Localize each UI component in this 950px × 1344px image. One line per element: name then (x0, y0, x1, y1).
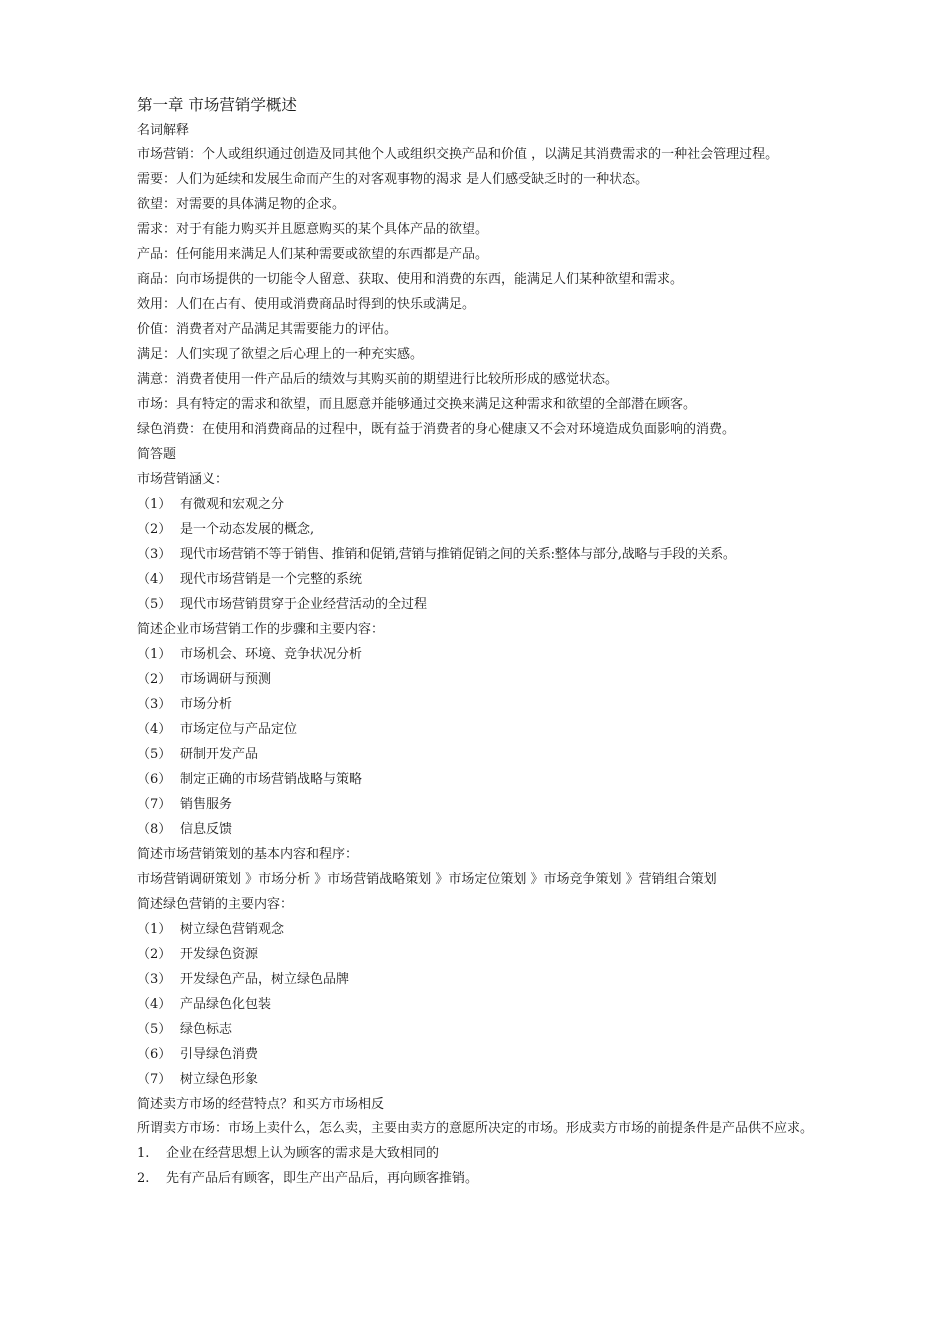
item-number: （2） (137, 947, 172, 962)
item-text: 企业在经营思想上认为顾客的需求是大致相同的 (166, 1146, 440, 1161)
list-item (137, 667, 827, 692)
list-item (137, 1067, 827, 1092)
list-item (137, 717, 827, 742)
list-item (137, 542, 827, 567)
term-value: 价值：消费者对产品满足其需要能力的评估。 (137, 322, 398, 337)
item-number: （2） (137, 522, 172, 537)
list-item (137, 692, 827, 717)
list-item (137, 517, 827, 542)
item-text: 制定正确的市场营销战略与策略 (180, 772, 363, 787)
item-text: 市场机会、环境、竞争状况分析 (180, 647, 363, 662)
item-number: （5） (137, 597, 172, 612)
item-text: 销售服务 (180, 797, 233, 812)
list-item (137, 1017, 827, 1042)
list-item (137, 1042, 827, 1067)
planning-flow: 市场营销调研策划 》市场分析 》市场营销战略策划 》市场定位策划 》市场竞争策划 》营销组合策划 (137, 872, 717, 887)
item-number: （2） (137, 672, 172, 687)
item-number: （4） (137, 722, 172, 737)
question-heading: 简述市场营销策划的基本内容和程序： (137, 847, 359, 862)
item-number: （3） (137, 697, 172, 712)
item-number: （4） (137, 997, 172, 1012)
term-want: 欲望：对需要的具体满足物的企求。 (137, 197, 346, 212)
item-number: （1） (137, 647, 172, 662)
item-number: （6） (137, 1047, 172, 1062)
sellers-market-definition: 所谓卖方市场：市场上卖什么，怎么卖，主要由卖方的意愿所决定的市场。形成卖方市场的前提条件是产品供不应求。 (137, 1121, 814, 1136)
item-text: 市场分析 (180, 697, 233, 712)
term-green-consumption: 绿色消费：在使用和消费商品的过程中，既有益于消费者的身心健康又不会对环境造成负面影响的消费。 (137, 422, 736, 437)
list-item (137, 592, 827, 617)
item-text: 产品绿色化包装 (180, 997, 272, 1012)
item-number: （4） (137, 572, 172, 587)
list-item (137, 742, 827, 767)
item-text: 开发绿色产品，树立绿色品牌 (180, 972, 350, 987)
item-number: 2. (137, 1171, 150, 1186)
list-item (137, 792, 827, 817)
item-number: （5） (137, 747, 172, 762)
item-number: （8） (137, 822, 172, 837)
item-number: （7） (137, 1072, 172, 1087)
term-contentment: 满意：消费者使用一件产品后的绩效与其购买前的期望进行比较所形成的感觉状态。 (137, 372, 619, 387)
document-page (137, 92, 827, 1191)
question-heading: 简述企业市场营销工作的步骤和主要内容： (137, 622, 385, 637)
question-heading: 市场营销涵义： (137, 472, 229, 487)
list-item (137, 567, 827, 592)
term-market: 市场：具有特定的需求和欲望，而且愿意并能够通过交换来满足这种需求和欲望的全部潜在顾客。 (137, 397, 697, 412)
term-marketing: 市场营销：个人或组织通过创造及同其他个人或组织交换产品和价值 ，以满足其消费需求的一种社会管理过程。 (137, 147, 779, 162)
list-item (137, 917, 827, 942)
item-text: 研制开发产品 (180, 747, 259, 762)
term-demand: 需求：对于有能力购买并且愿意购买的某个具体产品的欲望。 (137, 222, 489, 237)
section-heading-short-answer: 简答题 (137, 447, 177, 462)
item-number: （3） (137, 547, 172, 562)
term-utility: 效用：人们在占有、使用或消费商品时得到的快乐或满足。 (137, 297, 476, 312)
item-text: 信息反馈 (180, 822, 233, 837)
list-item (137, 1141, 827, 1166)
item-number: （3） (137, 972, 172, 987)
item-text: 现代市场营销贯穿于企业经营活动的全过程 (180, 597, 428, 612)
item-number: （6） (137, 772, 172, 787)
question-heading: 简述绿色营销的主要内容： (137, 897, 294, 912)
item-text: 树立绿色形象 (180, 1072, 259, 1087)
item-text: 是一个动态发展的概念, (180, 522, 315, 537)
list-item (137, 642, 827, 667)
question-heading: 简述卖方市场的经营特点？和买方市场相反 (137, 1097, 385, 1112)
section-heading-terms: 名词解释 (137, 123, 190, 138)
item-text: 开发绿色资源 (180, 947, 259, 962)
list-item (137, 1166, 827, 1191)
item-text: 绿色标志 (180, 1022, 233, 1037)
item-text: 市场调研与预测 (180, 672, 272, 687)
item-number: （1） (137, 922, 172, 937)
item-text: 引导绿色消费 (180, 1047, 259, 1062)
term-need: 需要：人们为延续和发展生命而产生的对客观事物的渴求 是人们感受缺乏时的一种状态。 (137, 172, 649, 187)
term-product: 产品：任何能用来满足人们某种需要或欲望的东西都是产品。 (137, 247, 489, 262)
item-text: 先有产品后有顾客，即生产出产品后，再向顾客推销。 (166, 1171, 479, 1186)
chapter-title: 第一章 市场营销学概述 (137, 96, 297, 114)
term-goods: 商品：向市场提供的一切能令人留意、获取、使用和消费的东西，能满足人们某种欲望和需求。 (137, 272, 684, 287)
list-item (137, 967, 827, 992)
item-text: 树立绿色营销观念 (180, 922, 285, 937)
item-text: 市场定位与产品定位 (180, 722, 298, 737)
item-number: （5） (137, 1022, 172, 1037)
item-text: 有微观和宏观之分 (180, 497, 285, 512)
item-number: 1. (137, 1146, 150, 1161)
item-text: 现代市场营销不等于销售、推销和促销,营销与推销促销之间的关系:整体与部分,战略与手段的关系。 (180, 547, 736, 562)
item-text: 现代市场营销是一个完整的系统 (180, 572, 363, 587)
list-item (137, 492, 827, 517)
list-item (137, 992, 827, 1017)
term-satisfaction: 满足：人们实现了欲望之后心理上的一种充实感。 (137, 347, 424, 362)
list-item (137, 942, 827, 967)
list-item (137, 817, 827, 842)
list-item (137, 767, 827, 792)
item-number: （1） (137, 497, 172, 512)
item-number: （7） (137, 797, 172, 812)
